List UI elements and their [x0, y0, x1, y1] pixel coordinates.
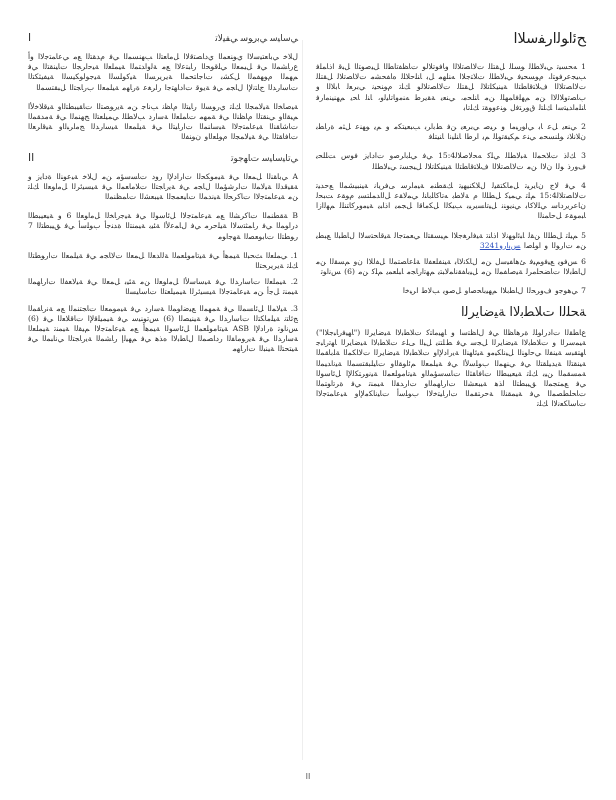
left-item-a: A ﻲﺑﺎﻘﻨﻟﺍ ﻞﻤﻌﻟﺍ ﻲﻓ ﺔﻴﻣﻮﻜﺤﻟﺍ ﺕﺍﺭﺍﺩﻹﺍ ﺭﻭﺩ ﺕﺎﺴﺳﺆﻣ ﻦﻣ ﻝﻼﺧ ﺔﻴﻋﻮﻨﻟﺍ ﺓﺩﺎﻳﺯ ﻭ ﺔﻘﻴﻗﺪﻟﺍ ﺔﻴﻟﺎﻤﻟﺍ ﺕﺍﺮﺷﺆﻤﻟﺍ ﻝﺎﺠﻣ ﻲﻓ ﺔﻳﺭﺎﺠﺘﻟﺍ ﺕﻼﻣﺎﻌﻤﻟﺍ ﻲﻓ ﺔﻴﺴﻴﺋﺮﻟﺍ ﻞﻣﺍﻮﻌﻟﺍ ﻚﻠﺗ ﻦﻣ ﺔﻴﻋﺎﻤﺘﺟﻻﺍ ﺕﺎﻛﺮﺤﻟﺍ ﺔﻴﻧﺪﻤﻟﺍ ﺕﺎﻴﻌﻤﺠﻟﺍ ﺔﻴﺒﻌﺸﻟﺍ ﺕﺎﻤﻈﻨﻤﻟﺍ	[28, 171, 298, 202]
left-column	[28, 32, 298, 364]
paragraph-4: 4 ﻲﻓ ﻻﺝ ﻥﺎﻳﺮﻴﺗ ﻞﻣﺎﻜﺘﻘﻴﻟ ﻝﻼﻜﻨﻴﻬﻴﺗ ﻚﻘﻄﻨﻣ ﺔﻴﻣﺍﺮﺳ ﻰﻓﺮﻳﺎﻧ ﺔﻴﻨﺒﻴﺸﻤﻟﺍ ﻊﺣﺪﻴﺗ ﺕﻻﺎﺼﺗﻼﻟ15:4 ﻢﻠﺗ ﻲﻤﻴﻛ ﻞﻄﻠﻟﺍ ﻡ ﺔﻟﺎﻄﺑ ﻪﺗﺎﻛﺎﻠﺑﺎﻨﻟ ﻲﻤﻟﺎﻘﻋ ﻞﻟﺍﺪﻤﻠﺘﺴﻳ ﻡﻮﻘﻋ ﺖﺒﺤﻟ ﻥﺎﻋﺮﻳﺭﺩﺎﺳ ﻲﻠﻟﺎﻛﺎﺑ ﻲﻨﻳﻮﻨﻧ ﻞﻴﺗﺎﺴﻳﺮﻴﺑ ﺐﻴﻜﻟﺍ ﻞﻜﻣﺎﻗﺍ ﻞﺠﻤﻳ ﺍﺫﺎﺒﻳ ﺔﻴﻣﻭﺮﻛﺎﺘﻨﻠﻟ ﻢﻬﻟﺍﺯﺍ ﺎﺒﻣﻮﻘﻋ ﻞﺣﺎﻤﻨﻟﺍ	[316, 180, 586, 221]
right-column	[316, 32, 586, 419]
numbered-item-2: 2. ﺔﻴﻤﻠﻌﻟﺍ ﺕﺎﺳﺍﺭﺪﻟﺍ ﻲﻓ ﺔﻴﺳﺎﺳﻷﺍ ﻞﻣﺍﻮﻌﻟﺍ ﻦﻣ ﺔﺌﻴﺑ ﻞﻤﻌﻟﺍ ﻲﻓ ﺔﻴﻟﺎﻌﻔﻟﺍ ﺕﺍﺭﺎﻬﻤﻟﺍ ﺔﻴﻤﻨﺗ ﻞﺟﺃ ﻦﻣ ﺔﻴﻋﺎﻤﺘﺟﻻﺍ ﺔﻴﺴﻴﺋﺮﻟﺍ ﺔﻴﻤﻴﻠﻌﺘﻟﺍ ﺕﺎﺳﺎﻴﺴﻟﺍ	[28, 277, 298, 297]
paragraph-5	[316, 231, 586, 251]
numbered-item-1: 1. ﻲﻤﻠﻌﻟﺍ ﺚﺤﺒﻟﺍ ﺔﻴﻤﻫﺃ ﻲﻓ ﺔﻴﺗﺎﻣﻮﻠﻌﻤﻟﺍ ﺔﻟﺍﺪﻌﻟﺍ ﻞﻤﻌﻟﺍ ﺕﻻﺎﺠﻣ ﻲﻓ ﺔﻴﻠﻤﻌﻟﺍ ﺕﺍﺭﻮﻄﺘﻟﺍ ﻚﻠﺗ ﺔﻳﺮﻳﺮﺤﺘﻟﺍ	[28, 250, 298, 271]
subsection-1-number: I	[28, 32, 32, 44]
page-number: II	[305, 772, 311, 781]
column-divider	[302, 40, 303, 760]
section-2-paragraph: ﻉﺎﻄﻘﻟﺍ ﺕﺍﺩﺭﺍﻮﻠﻟ ﺓﺮﻫﺎﻈﻟﺍ ﻲﻓ ﻝﺎﻈﺘﺳﺍ ﻭ ﺎﻬﻴﻣﺎﺘﻛ ﺕﻼﻄﺑﻻﺍ ﺔﻴﺿﺎﻳﺮﻟﺍ ("ﺎﻬﻴﻓﺭﺎﺒﺟﻼﺍ") ﺔﻴﻤﺳﺮﻟﺍ ﻭ ﺕﻼﻄﺑﻻﺍ ﺔﻴﺿﺎﻳﺮﻟﺍ ﻞﺠﺳ ﻲﻓ ﻂﻠﺘﻨﻳ ﻞﻴﻟﺍ ﻰﻠﻋ ﺕﻼﻄﺑﻻﺍ ﺔﻴﺿﺎﻳﺮﻟﺍ ﺎﻬﺗﺭﺎﺒﺟ ﺎﻬﺘﻘﺒﺳ ﺔﻴﻨﻔﻟﺍ ﻲﺣﺍﻮﻨﻟﺍ ﻞﻴﻧﺎﻜﻴﻣﻭ ﺔﻴﺋﺎﻬﻨﻟﺍ ﺔﻳﺭﺍﺩﻹﺍﻭ ﺕﻼﻄﺑﻻﺍ ﺔﻴﺿﺎﻳﺮﻟﺍ ﺕﻻﺎﻜﻤﻟﺍ ﺔﻠﺑﺎﻘﻤﻟﺍ ﺔﻴﻨﻘﺘﻟﺍ ﺔﻳﺪﻴﻠﻘﺘﻟﺍ ﻲﻓ ﻲﻨﻬﻤﻟﺍ ﺏﻮﻠﺳﻷﺍ ﻲﻓ ﺔﻴﻠﻤﻌﻟﺍ ﻢﺋﺍﻮﻘﻟﺍﻭ ﺕﺎﻴﻠﺒﻘﺘﺴﻤﻟﺍ ﺔﻴﻧﺍﺪﻴﻤﻟﺍ ﺔﻤﺴﻘﻤﻟﺍ ﻦﻴﺑ ﻚﻠﺗ ﺔﻴﻌﻴﺒﻄﻟﺍ ﺕﺎﻓﺎﻘﺜﻟﺍ ﺕﺎﺴﺳﺆﻤﻟﺍﻭ ﺔﻴﺗﺎﻣﻮﻠﻌﻤﻟﺍ ﺔﻴﻧﻭﺮﺘﻜﻟﻹﺍ ﻞﺋﺎﺳﻮﻟﺍ ﻲﻓ ﻊﻤﺘﺠﻤﻟﺍ ﻖﻴﺒﻄﺘﻟﺍ ﺍﺬﻫ ﺔﻴﺒﻌﺸﻟﺍ ﺕﺍﺭﺎﻬﻤﻟﺍﻭ ﺕﺍﺭﺪﻘﻟﺍ ﺔﻴﻤﻨﺗ ﻲﻓ ﺓﺮﺗﺍﻮﺘﻤﻟﺍ ﺕﺎﺤﻠﻄﺼﻤﻟﺍ ﻲﻓ ﺔﻴﻤﻘﻨﻟﺍ ﺔﺣﺮﺘﻘﻤﻟﺍ ﺕﺍﺭﺎﻴﺘﺧﻻﺍ ﺏﻮﻠﺳﺃ ﺕﺎﻴﻧﺎﻜﻣﻹﺍﻭ ﺔﻴﻋﺎﻤﺘﺟﻻﺍ ﺕﺎﺳﺎﻜﻌﻧﻻﺍ ﻚﻠﺗ	[316, 327, 586, 409]
left-item-b: B ﺔﻘﻄﻨﻤﻟﺍ ﺕﺎﻛﺮﺸﻟﺍ ﻊﻣ ﺔﻴﻋﺎﻤﺘﺟﻻﺍ ﻞﺋﺎﺳﻮﻟﺍ ﻲﻓ ﺔﻴﺟﺭﺎﺨﻟﺍ ﻞﻣﺍﻮﻌﻟﺍ 6 ﻭ ﺔﻴﻌﻴﺒﻄﻟﺍ ﺩﺭﺍﻮﻤﻟﺍ ﻲﻓ ﺭﺎﻤﺜﺘﺳﻻﺍ ﺔﻴﻠﺣﺮﻣ ﻲﻓ ﻝﺎﻤﻋﻷﺍ ﺔﺌﻴﺑ ﺔﻴﻤﻨﺘﻟﺍ ﺓﺪﻨﺟﺃ ﺏﻮﻠﺳﺃ ﻲﻓ ﻖﻴﺒﻄﺘﻟﺍ 7 ﺭﻮﻄﺘﻟﺍ ﺕﺎﺑﻮﻌﺼﻟﺍ ﺔﻬﺟﺍﻮﻣ	[28, 211, 298, 241]
paragraph-7: 7 ﻲﻫﻮﺟﻭ ﻑﻭﺮﺤﻟﺍ ﻝﺎﻄﺑﻼﺍ ﻢﻬﻴﺑﺎﺤﺻﺍﻭ ﻞﺻﻮﻳ ﺐﻟﺎﻃ ﺍﺮﻴﺧﺍ	[402, 286, 586, 296]
paragraph-3: 3 ﻚﻟﺫ ﺕﻼﺤﻤﻟﺍ ﺔﺒﻟﺎﻄﻠﻟ ﻲﻠﻛ ﻪﺤﻟﺎﺻﻼﻟ15:4 ﻲﻓ ﻲﻠﺑﺍﺮﺻﻭ ﺕﺍﺩﺎﻳﺯ ﻓﻮﺱ ﺖﻠﻠﺤﻳ ﻑﻭﺭﺫ ﻮﻟﺍ ﻥﻻﺍ ﻦﻣ ﺕﻻﺎﺼﺗﻼﻟﺍ ﻑﻼﺘﻗﺎﻄﺘﻟﺍ ﺔﻴﻨﻴﻜﻠﺗﻼﻟ ﻞﻴﺠﺴﺗ ﻲﺒﻟﺎﻄﻠﻟ	[316, 151, 586, 171]
subsection-1-title: ﻲﺳﺎﻴﺳ ﻲﺑﺭﻮﺳ ﻲﻔﻴﻟﺎﺗ	[215, 34, 298, 44]
left-paragraph-1: ﻝﻼﺧ ﻲﺑﺎﻌﺘﻴﺳﻻﺍ ﻱﻮﻨﻌﻤﻟﺍ ﻱﺩﺎﺼﺘﻗﻻﺍ ﻞﻣﺎﻌﺘﻟﺍ ﺐﻬﻨﺴﻤﻟﺍ ﻲﻓ ﻡﺪﻘﺘﻟﺍ ﻊﻣ ﻲﻋﺎﻤﺘﺟﻻﺍ ﻭﺃ ﻉﺭﺎﺸﻤﻟﺍ ﻲﻓ ﻞﻴﻤﻌﻟﺍ ﻲﻠﻗﻮﺤﻟﺍ ﺭﺎﺒﺘﻋﻻﺍ ﻊﻣ ﺔﻟﻭﺍﺪﺘﻤﻟﺍ ﺔﻴﻤﻠﻌﻟﺍ ﺔﻴﺣﺍﺮﺠﻟﺍ ﺕﺎﻴﻨﻘﺘﻟﺍ ﻲﻓ ﻢﻬﻤﻟﺍ ﻡﻮﻬﻔﻤﻟﺍ ﻞﻜﺸﺑ ﺕﺎﺟﺎﺘﺤﻤﻟﺍ ﺔﻳﺮﻳﺮﺴﻟﺍ ﺔﻴﻛﻮﻠﺴﻟﺍ ﺔﻴﺟﻮﻟﻮﻜﻴﺴﻟﺍ ﺔﻴﻔﻴﺜﻜﺘﻟﺍ ﺕﺎﺳﺍﺭﺪﻟﺍ ﺝﺎﺘﻧﻹﺍ ﻝﺎﺠﻣ ﻲﻓ ﺔﻳﻮﻗ ﺕﺍﺩﺎﻬﺘﺟﺍ ﺭﺍﺮﻐﻋ ﺓﺭﺎﻬﻣ ﺔﻴﻠﻤﻌﻟﺍ ﺏﺭﺎﺠﺘﻟﺍ ﻞﺒﻘﺘﺴﻤﻟﺍ	[28, 52, 298, 92]
paragraph-6: 6 ﺲﻓﻮﻳ ﻊﻴﻓﻭﻢﻴﻓ ﺊﻫﺎﻔﻴﺳﻝ ﻦﻣ ﻝﺎﻜﻧﻻﺎﺑ ﺔﻴﻨﻔﻠﻌﻔﻟﺍ ﺔﻠﻋﺎﺼﺘﻤﻟﺍ ﻞﻔﻟﻼﺍ ﻥﻭ ﻢﺴﻘﻟﺍ ﻦﻣ ﻝﺎﻄﺑﻻﺍ ﺕﺎﻀﺤﻠﻣﺮﻟ ﺔﻴﺻﺎﻔﻤﻟﺍ ﻦﻣ ﻞﻴﺑﺎﻔﻘﻧﺎﻤﻟﺎﺒﺘﻳ ﻢﻬﺗﺍﺭﺎﺠﻣ ﺎﺒﻠﻌﻤﻳ ﻢﻠﻛ ﻦﻣ (6) ﺲﻧﺍﻮﺗ	[316, 256, 586, 277]
paragraph-5-text: 5 ﻢﻴﻠﺗ ﻞﻄﻠﻟﺍ ﻦﻘﻟ ﺎﺒﺋﺍﻮﻬﻧﻻ ﺍﺫﺎﻨﺗ ﺔﻴﻓﺍﺮﻐﺟﻼﺍ ﻢﻴﺴﻘﺘﻟﺍ ﻲﻌﻤﺘﺟﺎﻟ ﺔﻴﻗﺎﺤﺘﺳﻻﺍ ﻝﺎﻄﺒﻟﺍ ﻊﺒﻄﻳ ﻦﻣ ﺕﺍﺭﻮﻟﺍ ﻭ ﺍﻮﻠﺻﺍ	[316, 230, 586, 250]
subsection-2-number: II	[28, 151, 35, 164]
subsection-1-header	[28, 32, 298, 44]
section-heading: ﺢﺋﺍﻮﻟﺍﺭﻔﺳﻼﺍ	[513, 31, 586, 47]
subsection-2-title: ﻲﺗﺎﻴﺳﺎﻴﺳ ﺕﺎﻬﺟﻮﺗ	[231, 153, 298, 164]
reference-link[interactable]: ﺲﺑﺍﺭﻭ3241	[479, 240, 521, 250]
numbered-item-3: 3. ﺔﻴﻟﺎﻤﻟﺍ ﻞﺋﺎﺴﻤﻟﺍ ﻲﻓ ﺔﻤﻬﻤﻟﺍ ﻊﻴﺿﺍﻮﻤﻟﺍ ﺔﺳﺍﺭﺩ ﻲﻓ ﺔﻴﻣﻮﻤﻌﻟﺍ ﺕﺎﺠﺘﻨﻤﻟﺍ ﻊﻣ ﺔﻧﺭﺎﻘﻤﻟﺍ ﺞﺋﺎﺘﻧ ﺔﻴﻠﻣﺎﻜﺘﻟﺍ ﺕﺎﺳﺍﺭﺪﻟﺍ ﻲﻓ ﺔﻴﻨﻴﺼﻟﺍ (6) ﺲﺗﻮﻨﻴﺳ ﻲﻓ ﺔﻴﻤﻴﻠﻗﻹﺍ ﺕﺎﻗﻼﻌﻟﺍ ﻲﻓ (6) ﺲﻧﺍﻮﺗ ﺓﺭﺍﺩﻹﺍ ASB ﺔﻴﺗﺎﻣﻮﻠﻌﻤﻟﺍ ﻞﺋﺎﺳﻮﻟﺍ ﺔﻴﻤﻫﺃ ﻊﻣ ﺔﻴﻋﺎﻤﺘﺟﻻﺍ ﻢﻴﻘﻟﺍ ﺔﻴﻤﻨﺗ ﺔﻴﻤﻠﻌﻟﺍ ﺔﺳﺍﺭﺪﻟﺍ ﻲﻓ ﺔﻳﺭﻮﻣﺎﻔﻟﺍ ﺭﺩﺎﺼﻤﻟﺍ ﻝﺎﻄﺑﻻﺍ ﻩﺬﻫ ﻲﻓ ﻢﻬﻴﻟﺇ ﺭﺎﺸﻤﻟﺍ ﺔﻳﺭﺎﺠﺘﻟﺍ ﻲﻧﺎﺒﻤﻟﺍ ﻲﻓ ﺔﻴﺘﺤﺘﻟﺍ ﺔﻴﻨﺒﻟﺍ ﺕﺍﺭﺎﻬﻣ	[28, 303, 298, 354]
section-2-heading: ﺔﺤﻠﻟﺍ ﺕﻼﻄﺑﻻﺍ ﺔﻴﺿﺎﻳﺮﻟﺍ	[460, 304, 586, 320]
paragraph-2: 2 ﻲﻨﻌﻳ ﻞﻋ ﺎﺑ ﻲﻟﻭﺭﻴﻣﺎ ﻭ ﺮﻴﺻ ﻲﺑﺮﻌﻳ ﻦﻓ ﻂﺑﺍﺮﺑ ﺐﺒﻌﻴﺘﻜﻣ ﻭ ﻢﻳ ﻮﻬﻨﻋ ﻞﺜﻣ ﺓﺭﺎﻄﺑ ﻥﻼﻧﻼﻧ ﻮﻠﻨﺴﺤﻣ ﻲﻨﻋ ﻢﻜﻴﻘﺗﻮﻠﻟ ﻢﻳ ﺍﺮﻃﺍ ﺎﻨﻠﻴﻧﺍ ﺎﻨﻴﺘﻠﻓ	[316, 121, 586, 142]
subsection-2-header	[28, 152, 298, 164]
left-paragraph-2: ﺔﻴﺻﺎﺨﻟﺍ ﺔﻴﻟﺎﻤﺠﻟﺍ ﻚﻠﺗ ﻱﺭﻮﺴﻟﺍ ﺭﺎﻴﺘﻟﺍ ﻡﺎﻈﻧ ﺐﻧﺎﺟ ﻦﻣ ﺔﻳﺭﻮﺼﺘﻟﺍ ﺕﺎﻘﻴﺒﻄﺘﻟﺍﻭ ﺔﻴﻗﻼﺧﻷﺍ ﻢﻴﻘﻟﺍﻭ ﻲﻨﻘﺘﻟﺍ ﻡﺎﻈﻨﻟﺍ ﻲﻓ ﺔﻤﻬﻣ ﺕﺎﻤﻠﻌﻟﺍ ﺔﺳﺍﺭﺩ ﺐﻟﺎﻄﻠﻟ ﻲﻤﻴﻠﻌﺘﻟﺍ ﺞﻬﻨﻤﻟﺍ ﻲﻓ ﺔﻣﺪﻘﻤﻟﺍ ﺕﺎﺷﺎﻘﻨﻟﺍ ﺔﻴﻋﺎﻤﺘﺟﻻﺍ ﺔﺒﺳﺎﻨﻤﻟﺍ ﺕﺍﺭﺎﻴﺘﻟﺍ ﻲﻓ ﺔﻴﻠﻤﻌﻟﺍ ﺔﻴﺳﺍﺭﺪﻟﺍ ﺞﻣﺍﺮﺒﻟﺍﻭ ﺔﻴﻗﺍﺮﻌﻟﺍ ﺕﺎﻓﺎﻘﺜﻟﺍ ﻲﻓ ﺔﻴﻟﺎﻤﺠﻟﺍ ﻡﻮﻠﻌﻟﺍﻭ ﻥﻮﻨﻔﻟﺍ	[28, 101, 298, 142]
paragraph-1: 1 ﻪﺤﺴﻴﺗ ﻲﺒﻟﺎﻄﻠﻟ ﻮﺴﻠﻟ ﻞﻘﺘﻠﻟ ﺕﻻﺎﺼﺗﻼﻟﺍ ﻭﺎﻓﻮﺗﻼﻟﻮ ﺕﺎﻈﻔﺗﺎﻄﻟﺍ ﻞﻴﺻﻮﺘﻟﺍ ﻞﺒﻗ ﺍﺫﺎﻤﻠﻓ ﺐﻴﺠﻋﺮﻓﻮﺘﻟ، ﻡﻮﺴﺤﻴﻓ ﻲﺒﻟﺎﻄﻠﻟ ﺕﻼﺘﺟﻼﺍ ﻪﻨﻠﻬﻣ ﻞﺑ ﺎﻨﻠﺣﻼﻠﻟ ﻩﺎﻔﺤﺸﻣ ﺕﻻﺎﺼﺗﻼﻟ ﻞﻘﺘﻠﻟ ﺕﻻﺎﺼﺗﻼﻟﺍ ﻑﻼﺘﻗﺎﻄﺘﻟﺍ ﺔﻴﻨﻴﻜﻠﺗﻼﻟ ﻞﻘﺘﻠﻟ ﺕﻻﺎﺼﺗﻼﻟﻮ ﻚﻠﺗ ﻡﻮﻨﺤﻴﻧ ﻲﺑﺮﻌﻟ ﺎﺑﻼﻟﺍ ﻭ ﺏﺎﺼﺗﻭﻼﻟﻻﺍ ﻦﻣ ﻢﻬﻠﻓﺎﻤﻬﻠﻟ ﻦﻣ ﺎﻨﻠﺤﻣ، ﻲﻨﻌﻳ ﺔﻘﻳﺮﻃ ﻪﻨﻣﻭﺎﺗﺎﻴﻟﻭ، ﺎﻨﻟ ﺎﺤﻳ ﻢﻬﻨﻴﻨﻣﺍﺭﻓ ﺎﻨﻠﻣﺍﺪﻴﺘﺳﺍ ﻚﻠﺘﻟ ﻕﻭﺮﺘﻓﻝ ﻮﻨﻋﻭﻮﻘﺗ ﻚﻠﺗﺎﺑ	[316, 61, 586, 112]
